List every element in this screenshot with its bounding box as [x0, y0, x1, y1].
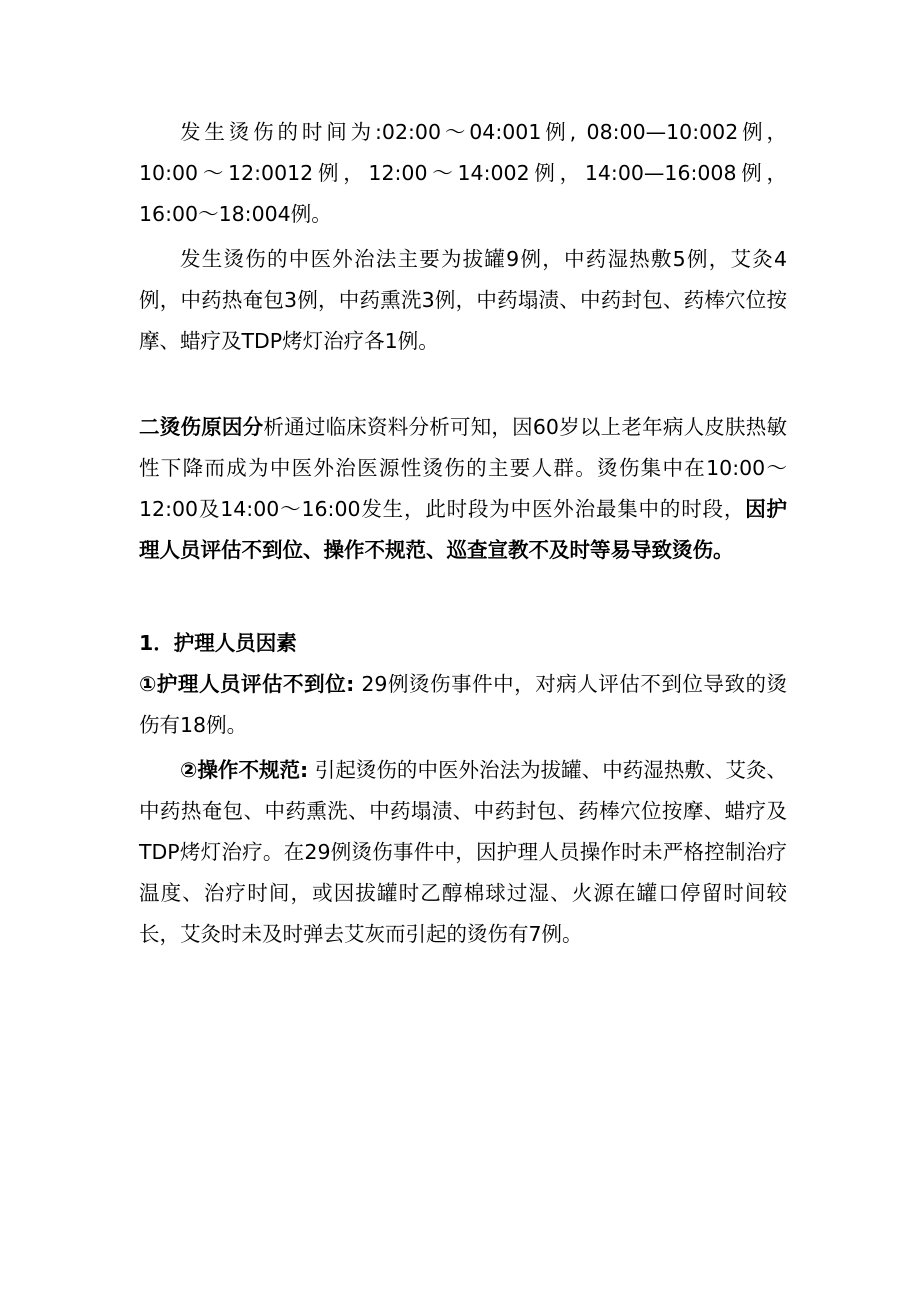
subsection-heading-text: 1．护理人员因素 [139, 631, 297, 655]
section-heading: 二烫伤原因分 [139, 415, 264, 439]
list-item-improper-operation [139, 750, 787, 955]
list-item-label: ①护理人员评估不到位: [139, 672, 355, 696]
list-item-text: 29例烫伤事件中，对病人评估不到位导致的烫伤有18例。 [139, 672, 787, 737]
list-item-text: 引起烫伤的中医外治法为拔罐、中药湿热敷、艾灸、中药热奄包、中药熏洗、中药塌渍、中药封包、药棒穴位按摩、蜡疗及TDP烤灯治疗。在29例烫伤事件中，因护理人员操作时未严格控制治疗温度、治疗时间，或因拔罐时乙醇棉球过湿、火源在罐口停留时间较长，艾灸时未及时弹去艾灰而引起的烫伤有7例。 [139, 758, 787, 946]
section-bold-conclusion: 因护理人员评估不到位、操作不规范、巡查宣教不及时等易导致烫伤。 [139, 497, 788, 562]
section-burn-causes [139, 407, 787, 571]
subsection-heading-nursing-factors [139, 623, 787, 664]
paragraph-burn-methods: 发生烫伤的中医外治法主要为拔罐9例，中药湿热敷5例，艾灸4例，中药热奄包3例，中药熏洗3例，中药塌渍、中药封包、药棒穴位按摩、蜡疗及TDP烤灯治疗各1例。 [139, 247, 787, 353]
list-item-label: ②操作不规范: [180, 758, 309, 782]
section-text: 析通过临床资料分析可知，因60岁以上老年病人皮肤热敏性下降而成为中医外治医源性烫伤的主要人群。烫伤集中在10:00～12:00及14:00～16:00发生，此时段为中医外治最集中的时段， [139, 415, 787, 521]
paragraph-burn-times: 发生烫伤的时间为:02:00～04:001例, 08:00—10:002例，10:00～12:0012例，12:00～14:002例，14:00—16:008例，16:00～18:004例。 [139, 120, 787, 226]
document-page [139, 112, 787, 955]
list-item-inadequate-assessment [139, 664, 787, 746]
